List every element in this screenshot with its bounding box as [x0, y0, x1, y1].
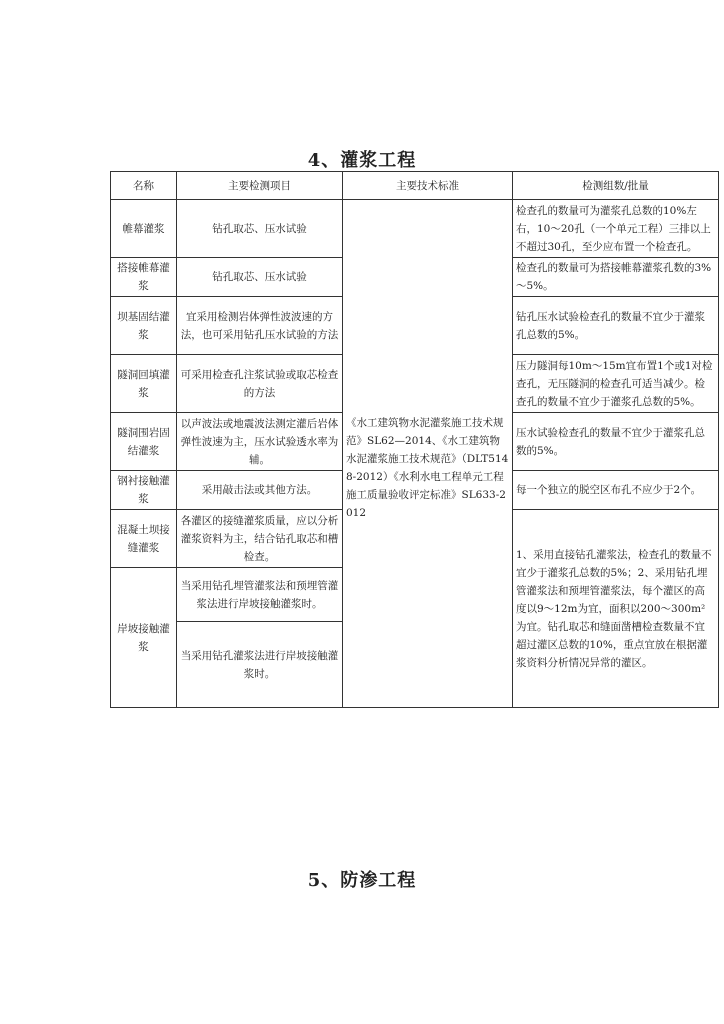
section-5-title: 5、防渗工程	[307, 870, 417, 891]
row-item: 宜采用检测岩体弹性波波速的方法，也可采用钻孔压水试验的方法	[177, 297, 343, 355]
row-name: 岸坡接触灌浆	[111, 568, 177, 708]
technical-standards-cell: 《水工建筑物水泥灌浆施工技术规范》SL62—2014、《水工建筑物水泥灌浆施工技术规范》（DLT5148-2012）《水利水电工程单元工程施工质量验收评定标准》SL633-2012	[343, 200, 513, 708]
row-name: 隧洞围岩固结灌浆	[111, 413, 177, 471]
row-name: 钢衬接触灌浆	[111, 471, 177, 510]
header-quantity: 检测组数/批量	[513, 172, 719, 200]
row-name: 混凝土坝接缝灌浆	[111, 510, 177, 568]
merged-quantity-cell: 1、采用直接钻孔灌浆法，检查孔的数量不宜少于灌浆孔总数的5%；2、采用钻孔埋管灌浆法和预埋管灌浆法，每个灌区的高度以9～12m为宜，面积以200～300m²为宜。钻孔取芯和缝面凿槽检查数量不宜超过灌区总数的10%，重点宜放在根据灌浆资料分析情况异常的灌区。	[513, 510, 719, 708]
row-item-a: 当采用钻孔埋管灌浆法和预埋管灌浆法进行岸坡接触灌浆时。	[177, 568, 343, 622]
row-item-b: 当采用钻孔灌浆法进行岸坡接触灌浆时。	[177, 622, 343, 708]
table-row	[111, 200, 719, 258]
row-item: 各灌区的接缝灌浆质量，应以分析灌浆资料为主，结合钻孔取芯和槽检查。	[177, 510, 343, 568]
row-quantity: 检查孔的数量可为搭接帷幕灌浆孔数的3%～5%。	[513, 258, 719, 297]
row-quantity: 压力隧洞每10m～15m宜布置1个或1对检查孔，无压隧洞的检查孔可适当减少。检查孔的数量不宜少于灌浆孔总数的5%。	[513, 355, 719, 413]
header-item: 主要检测项目	[177, 172, 343, 200]
row-name: 隧洞回填灌浆	[111, 355, 177, 413]
row-name: 搭接帷幕灌浆	[111, 258, 177, 297]
table-header-row	[111, 172, 719, 200]
grouting-inspection-table	[110, 171, 719, 708]
row-item: 钻孔取芯、压水试验	[177, 258, 343, 297]
row-item: 以声波法或地震波法测定灌后岩体弹性波速为主，压水试验透水率为辅。	[177, 413, 343, 471]
header-name: 名称	[111, 172, 177, 200]
row-item: 钻孔取芯、压水试验	[177, 200, 343, 258]
row-quantity: 每一个独立的脱空区布孔不应少于2个。	[513, 471, 719, 510]
row-name: 帷幕灌浆	[111, 200, 177, 258]
row-item: 可采用检查孔注浆试验或取芯检查的方法	[177, 355, 343, 413]
section-4-title: 4、灌浆工程	[307, 150, 417, 171]
row-quantity: 压水试验检查孔的数量不宜少于灌浆孔总数的5%。	[513, 413, 719, 471]
row-quantity: 钻孔压水试验检查孔的数量不宜少于灌浆孔总数的5%。	[513, 297, 719, 355]
header-standard: 主要技术标准	[343, 172, 513, 200]
row-quantity: 检查孔的数量可为灌浆孔总数的10%左右，10～20孔（一个单元工程）三排以上不超过30孔，至少应布置一个检查孔。	[513, 200, 719, 258]
row-name: 坝基固结灌浆	[111, 297, 177, 355]
row-item: 采用敲击法或其他方法。	[177, 471, 343, 510]
